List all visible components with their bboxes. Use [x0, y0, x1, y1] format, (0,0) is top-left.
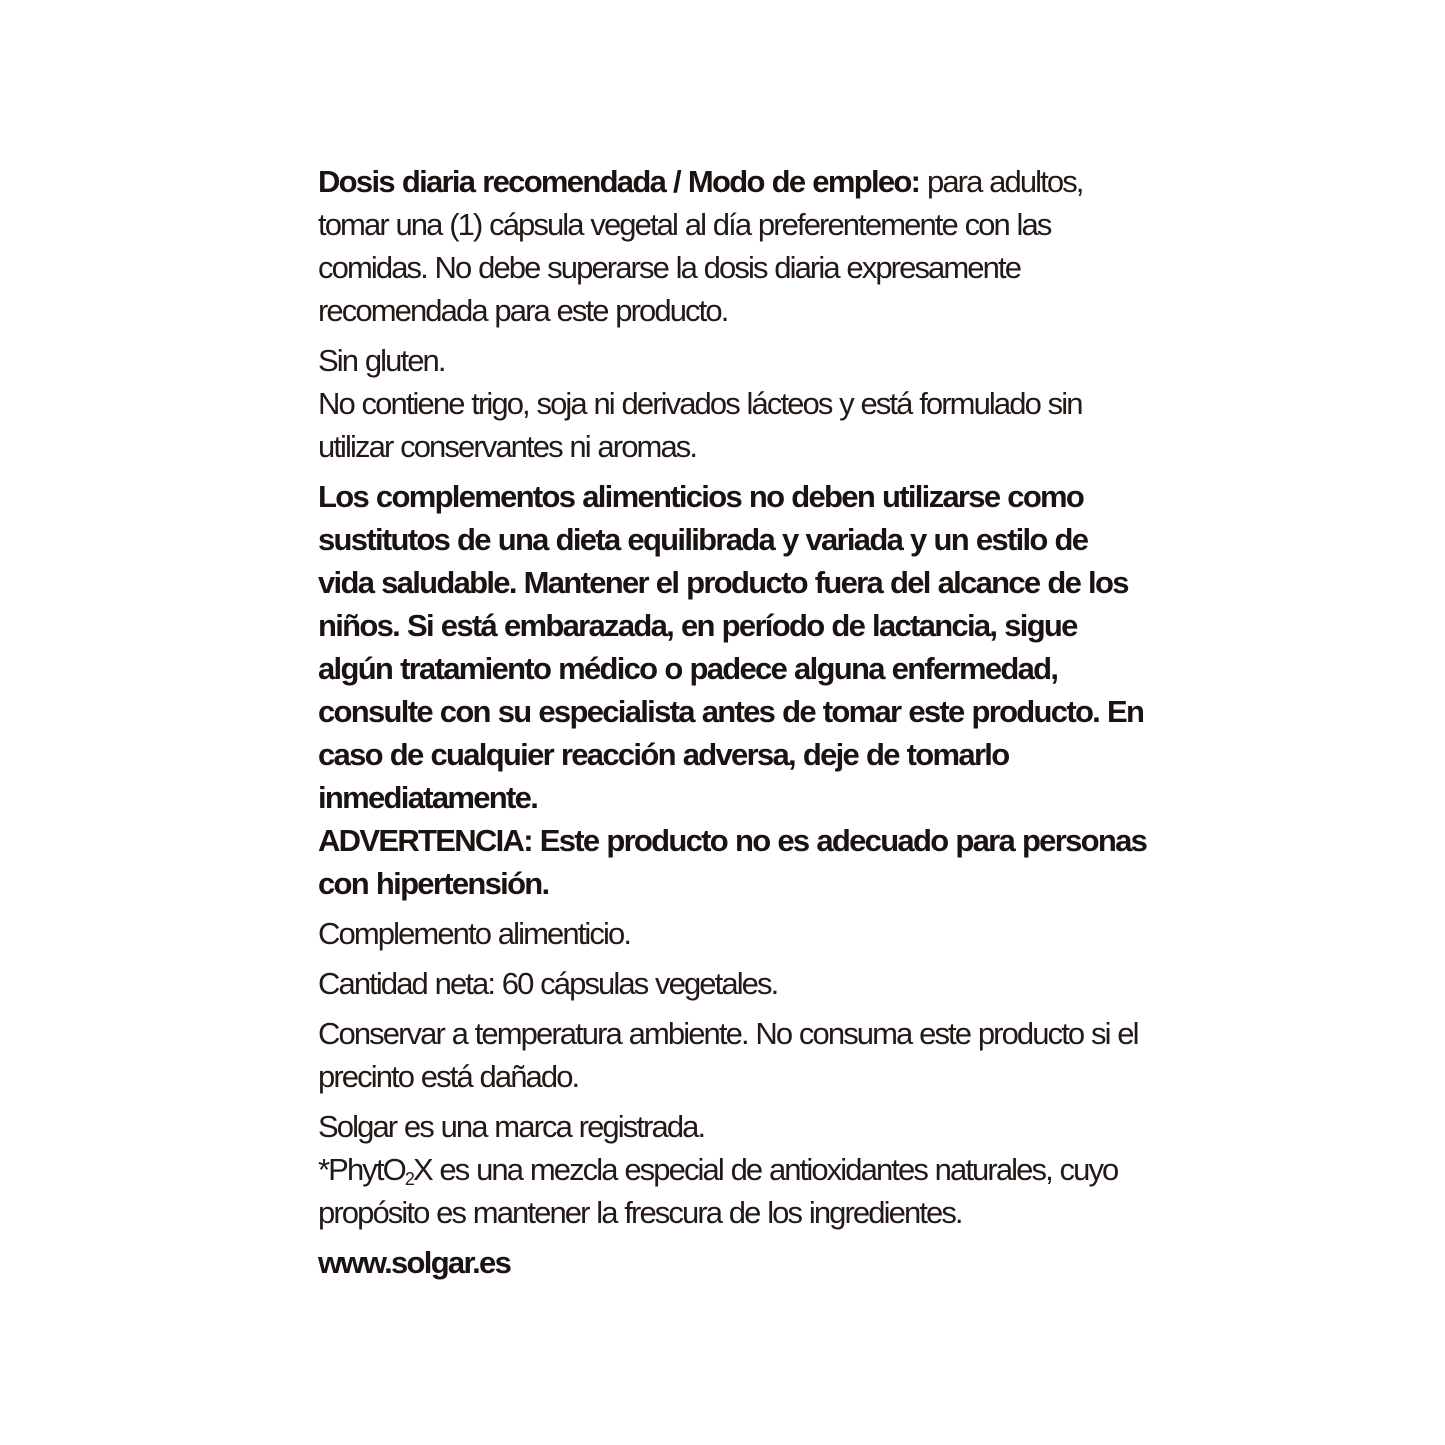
- usage-text: para adultos, tomar una (1) cápsula vegetal al día preferentemente con las comidas. No debe superarse la dosis diaria expresamente recomendada para este producto.: [318, 164, 1083, 328]
- product-type: Complemento alimenticio.: [318, 916, 631, 951]
- website-link[interactable]: www.solgar.es: [318, 1245, 511, 1280]
- hypertension-warning: ADVERTENCIA: Este producto no es adecuado para personas con hipertensión.: [318, 823, 1147, 901]
- usage-paragraph: [318, 160, 1148, 332]
- net-quantity: Cantidad neta: 60 cápsulas vegetales.: [318, 966, 778, 1001]
- product-label-text: [318, 160, 1148, 1284]
- storage-instructions: Conservar a temperatura ambiente. No consuma este producto si el precinto está dañado.: [318, 1016, 1138, 1094]
- free-from-note: No contiene trigo, soja ni derivados lácteos y está formulado sin utilizar conservantes ni aromas.: [318, 386, 1082, 464]
- gluten-free-note: Sin gluten.: [318, 343, 445, 378]
- footnote-suffix: X es una mezcla especial de antioxidantes naturales, cuyo propósito es mantener la frescura de los ingredientes.: [318, 1152, 1118, 1230]
- usage-heading: Dosis diaria recomendada / Modo de empleo:: [318, 164, 920, 199]
- footnote-prefix: *PhytO: [318, 1152, 405, 1187]
- general-warning: Los complementos alimenticios no deben utilizarse como sustitutos de una dieta equilibrada y variada y un estilo de vida saludable. Mantener el producto fuera del alcance de los niños. Si está embarazada, en período de lactancia, sigue algún tratamiento médico o padece alguna enfermedad, consulte con su especialista antes de tomar este producto. En caso de cualquier reacción adversa, deje de tomarlo inmediatamente.: [318, 479, 1144, 815]
- trademark-note: Solgar es una marca registrada.: [318, 1109, 705, 1144]
- phyto2x-footnote: [318, 1148, 1148, 1234]
- footnote-subscript: 2: [404, 1169, 413, 1189]
